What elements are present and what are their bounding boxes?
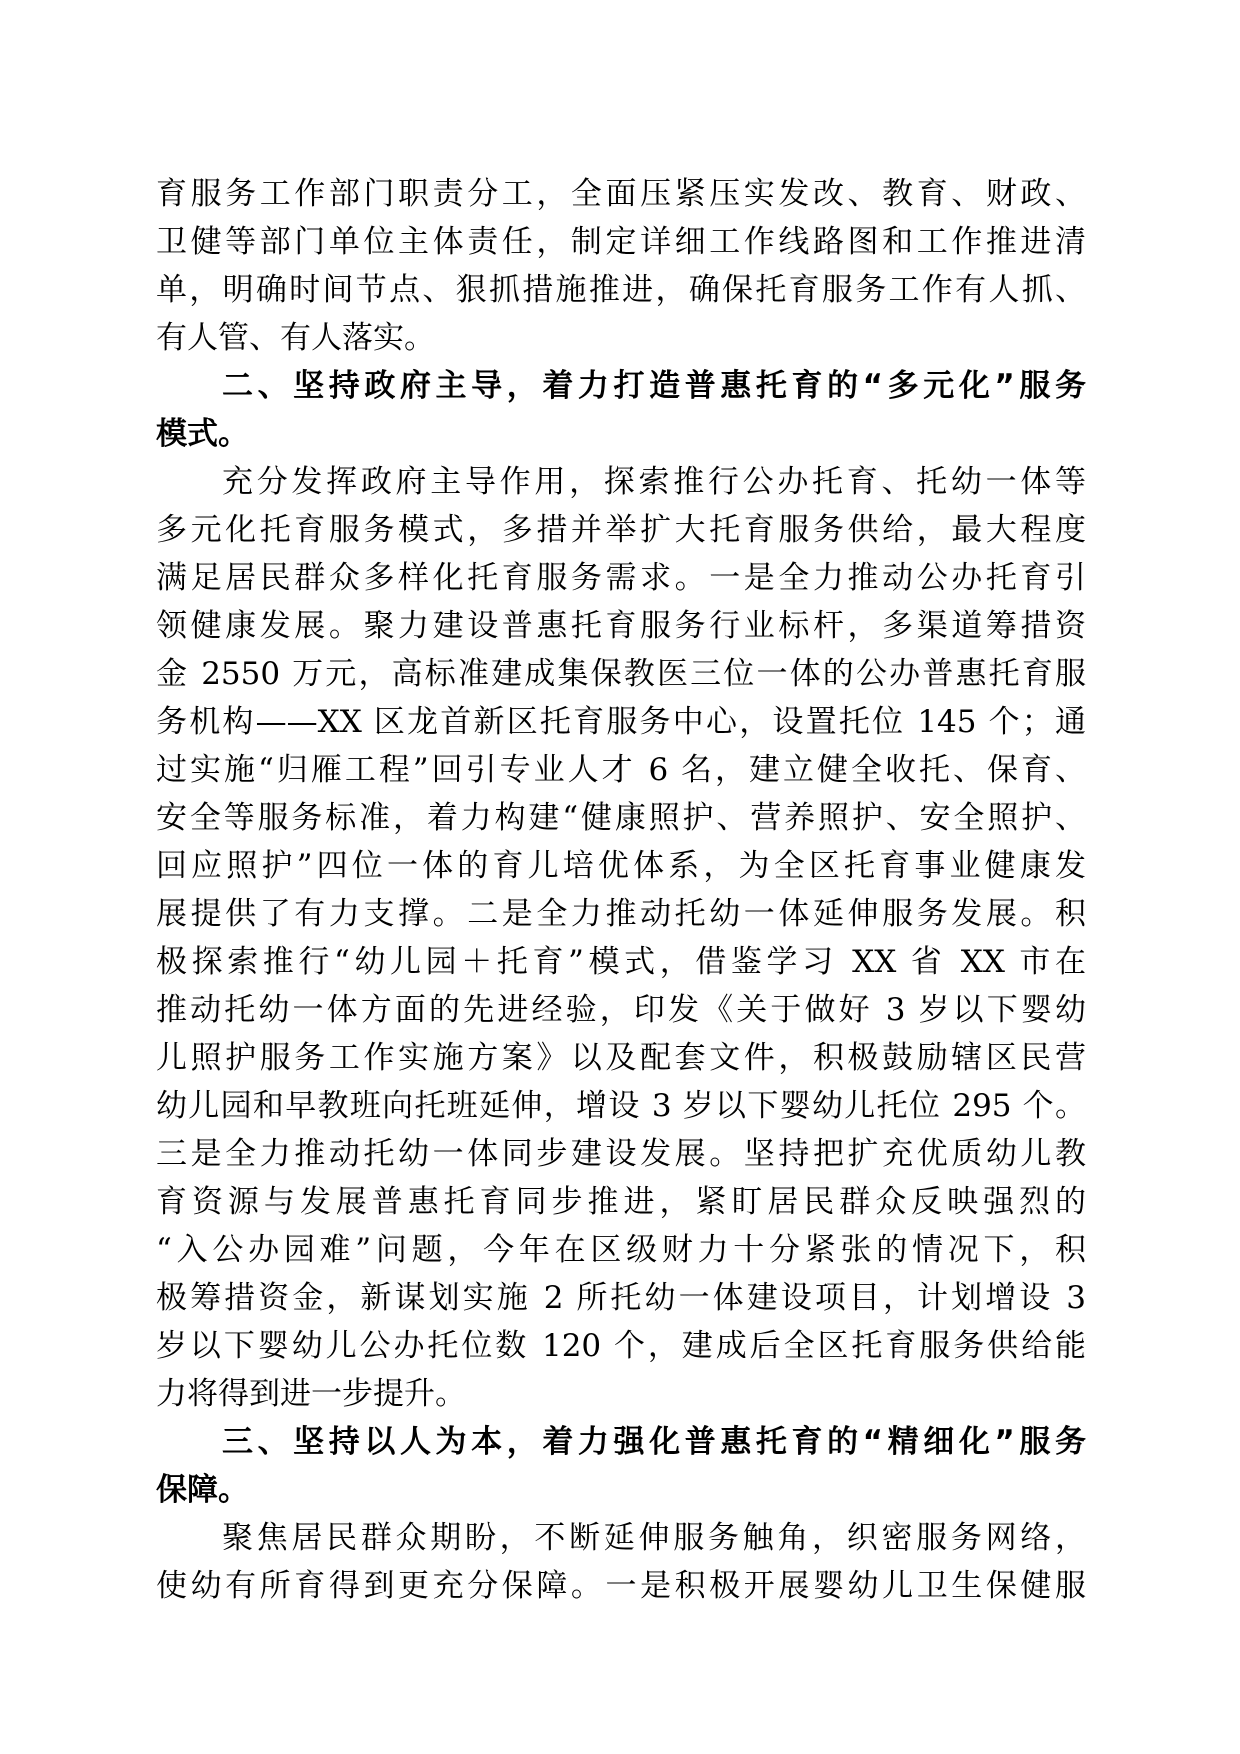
document-body [156, 170, 1086, 1610]
text-line: “入公办园难”问题，今年在区级财力十分紧张的情况下，积 [156, 1232, 1086, 1268]
text-line: 展提供了有力支撑。二是全力推动托幼一体延伸服务发展。积 [156, 896, 1086, 932]
section-heading-2 [156, 362, 1086, 458]
text-line: 儿照护服务工作实施方案》以及配套文件，积极鼓励辖区民营 [156, 1040, 1086, 1076]
text-line: 务机构——XX 区龙首新区托育服务中心，设置托位 145 个；通 [156, 704, 1086, 740]
text-line: 单，明确时间节点、狠抓措施推进，确保托育服务工作有人抓、 [156, 272, 1086, 308]
text-line: 推动托幼一体方面的先进经验，印发《关于做好 3 岁以下婴幼 [156, 992, 1086, 1028]
section-heading-3 [156, 1418, 1086, 1514]
text-line: 极筹措资金，新谋划实施 2 所托幼一体建设项目，计划增设 3 [156, 1280, 1086, 1316]
text-line: 极探索推行“幼儿园＋托育”模式，借鉴学习 XX 省 XX 市在 [156, 944, 1086, 980]
text-line: 领健康发展。聚力建设普惠托育服务行业标杆，多渠道筹措资 [156, 608, 1086, 644]
text-line: 充分发挥政府主导作用，探索推行公办托育、托幼一体等 [222, 464, 1086, 500]
text-line: 满足居民群众多样化托育服务需求。一是全力推动公办托育引 [156, 560, 1086, 596]
text-line: 卫健等部门单位主体责任，制定详细工作线路图和工作推进清 [156, 224, 1086, 260]
text-line: 安全等服务标准，着力构建“健康照护、营养照护、安全照护、 [156, 800, 1086, 836]
text-line: 育资源与发展普惠托育同步推进，紧盯居民群众反映强烈的 [156, 1184, 1086, 1220]
text-line: 育服务工作部门职责分工，全面压紧压实发改、教育、财政、 [156, 176, 1086, 212]
text-line: 金 2550 万元，高标准建成集保教医三位一体的公办普惠托育服 [156, 656, 1086, 692]
text-line: 三是全力推动托幼一体同步建设发展。坚持把扩充优质幼儿教 [156, 1136, 1086, 1172]
text-line: 岁以下婴幼儿公办托位数 120 个，建成后全区托育服务供给能 [156, 1328, 1086, 1364]
text-line: 幼儿园和早教班向托班延伸，增设 3 岁以下婴幼儿托位 295 个。 [156, 1088, 1086, 1124]
text-line: 聚焦居民群众期盼，不断延伸服务触角，织密服务网络， [222, 1520, 1086, 1556]
heading-line: 二、坚持政府主导，着力打造普惠托育的“多元化”服务 [222, 368, 1086, 404]
heading-line: 三、坚持以人为本，着力强化普惠托育的“精细化”服务 [222, 1424, 1086, 1460]
text-line: 力将得到进一步提升。 [156, 1376, 466, 1412]
heading-line: 保障。 [156, 1472, 249, 1508]
paragraph-body [156, 458, 1086, 1418]
paragraph-body [156, 170, 1086, 362]
text-line: 过实施“归雁工程”回引专业人才 6 名，建立健全收托、保育、 [156, 752, 1086, 788]
text-line: 多元化托育服务模式，多措并举扩大托育服务供给，最大程度 [156, 512, 1086, 548]
text-line: 有人管、有人落实。 [156, 320, 435, 356]
paragraph-body [156, 1514, 1086, 1610]
text-line: 回应照护”四位一体的育儿培优体系，为全区托育事业健康发 [156, 848, 1086, 884]
text-line: 使幼有所育得到更充分保障。一是积极开展婴幼儿卫生保健服 [156, 1568, 1086, 1604]
heading-line: 模式。 [156, 416, 249, 452]
